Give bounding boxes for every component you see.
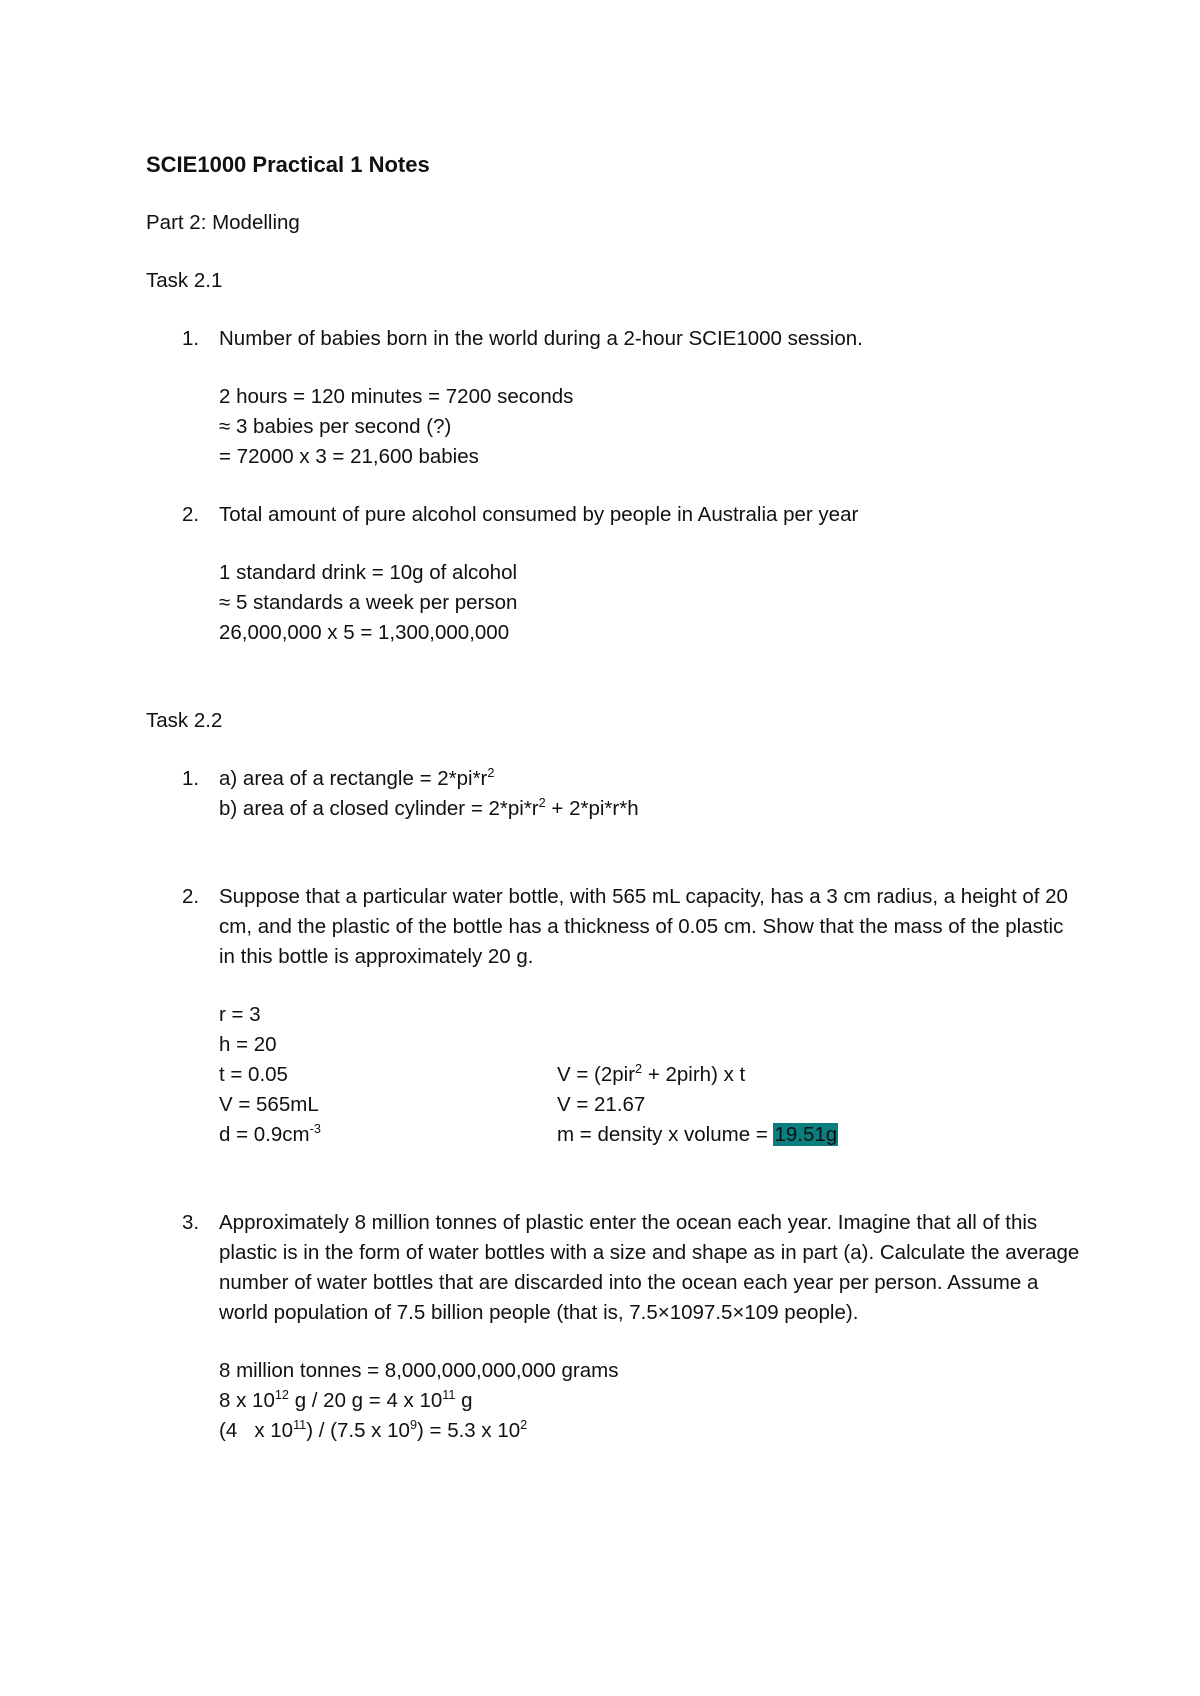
- working-lines: [219, 558, 1080, 648]
- working-row: [219, 1090, 1080, 1120]
- item-number: 2.: [182, 503, 200, 526]
- task-2-1-heading: Task 2.1: [146, 269, 223, 292]
- item-question: Number of babies born in the world during a 2-hour SCIE1000 session.: [219, 327, 863, 350]
- variable-line: r = 3: [219, 1003, 261, 1026]
- task-2-2-item-1: [146, 764, 1080, 824]
- cylinder-area-line: b) area of a closed cylinder = $2*pi*r^2 + 2*pi*r*h$: [219, 795, 639, 820]
- item-number: 3.: [182, 1211, 200, 1234]
- task-2-1-item-1: [146, 324, 1080, 472]
- working-line: (4 x $10^{11}) / (7.5$ x $10^9) = 5.3$ x $10^2$: [219, 1417, 528, 1442]
- highlighted-answer: 19.51g: [774, 1123, 838, 1146]
- variable-line: h = 20: [219, 1033, 277, 1056]
- variable-line: V = 565mL: [219, 1093, 319, 1116]
- task-2-2-item-3: [146, 1208, 1080, 1446]
- working-line: 8 x $10^{12}$ g / 20 g = 4 x $10^{11}$ g: [219, 1387, 473, 1412]
- working-line: 26,000,000 x 5 = 1,300,000,000: [219, 621, 510, 644]
- density-line: $d = 0.9cm^{-3}$: [219, 1121, 321, 1146]
- working-line: 2 hours = 120 minutes = 7200 seconds: [219, 385, 574, 408]
- working-line: ≈ 5 standards a week per person: [219, 591, 518, 614]
- item-question: Total amount of pure alcohol consumed by people in Australia per year: [219, 503, 859, 526]
- working-line: ≈ 3 babies per second (?): [219, 415, 452, 438]
- item-question: Suppose that a particular water bottle, with 565 mL capacity, has a 3 cm radius, a height of 20 cm, and the plastic of the bottle has a thickness of 0.05 cm. Show that the mass of the plastic in this bottle is approximately 20 g.: [219, 885, 1068, 968]
- working-lines: [219, 1000, 1080, 1150]
- item-number: 2.: [182, 885, 200, 908]
- part-heading: Part 2: Modelling: [146, 211, 300, 234]
- working-line: = 72000 x 3 = 21,600 babies: [219, 445, 479, 468]
- working-lines: [219, 382, 1080, 472]
- working-line: 1 standard drink = 10g of alcohol: [219, 561, 518, 584]
- working-line: 8 million tonnes = 8,000,000,000,000 grams: [219, 1359, 619, 1382]
- document-title: SCIE1000 Practical 1 Notes: [146, 152, 430, 177]
- mass-result: m = density x volume = 19.51g: [557, 1123, 838, 1146]
- item-question: Approximately 8 million tonnes of plastic enter the ocean each year. Imagine that all of this plastic is in the form of water bottles with a size and shape as in part (a). Calculate the average number of water bottles that are discarded into the ocean each year per person. Assume a world population of 7.5 billion people (that is, 7.5×1097.5×109 people).: [219, 1211, 1080, 1324]
- task-2-2-heading: Task 2.2: [146, 709, 223, 732]
- volume-result: V = 21.67: [557, 1093, 646, 1116]
- task-2-1-item-2: [146, 500, 1080, 648]
- rectangle-area-line: a) area of a rectangle = $2*pi*r^2$: [219, 765, 495, 790]
- working-lines: [219, 1356, 1080, 1446]
- item-number: 1.: [182, 767, 200, 790]
- item-number: 1.: [182, 327, 200, 350]
- working-row: [219, 1120, 1080, 1150]
- variable-line: t = 0.05: [219, 1063, 288, 1086]
- task-2-2-item-2: [146, 882, 1080, 1150]
- volume-formula: V = (2pir$^2$ + 2pirh) x t: [557, 1061, 746, 1086]
- working-row: [219, 1060, 1080, 1090]
